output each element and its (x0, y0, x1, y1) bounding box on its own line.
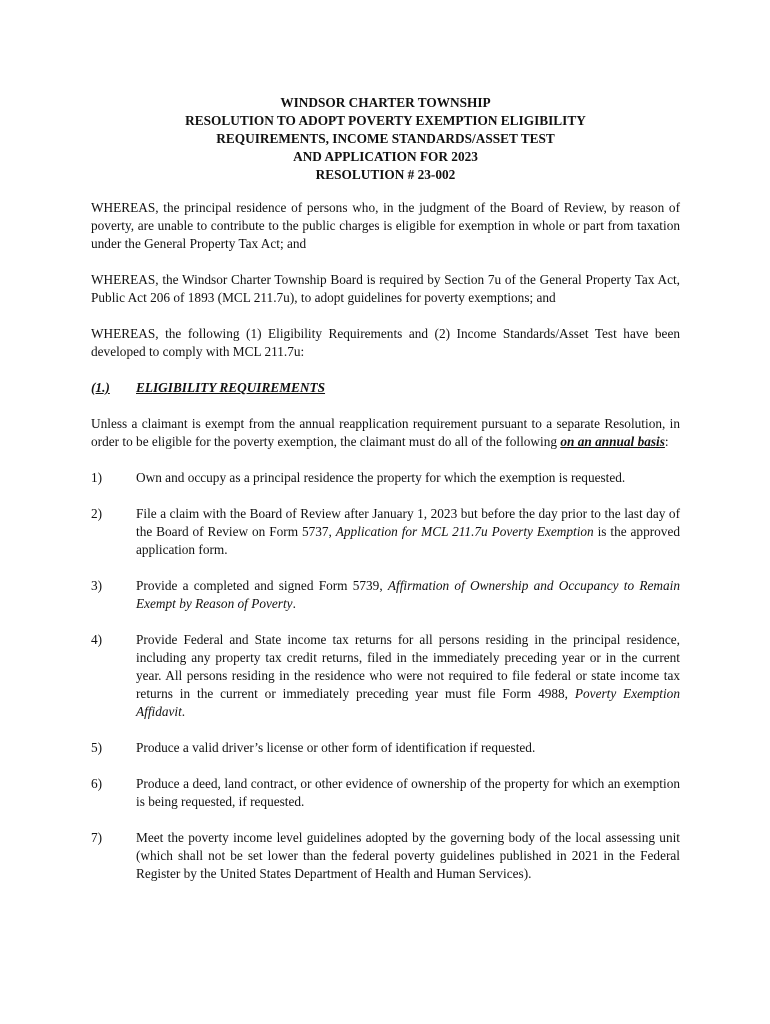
section-number: (1.) (91, 380, 110, 395)
section-heading-eligibility (91, 379, 680, 397)
requirement-number: 6) (91, 776, 103, 791)
resolution-title-line-2: REQUIREMENTS, INCOME STANDARDS/ASSET TEST (216, 131, 555, 146)
document-page (91, 94, 680, 901)
section-intro-suffix: : (664, 434, 669, 449)
requirement-text (136, 577, 680, 613)
whereas-paragraph-1: WHEREAS, the principal residence of persons who, in the judgment of the Board of Review, by reason of poverty, are unable to contribute to the public charges is eligible for exemption in whole or part from taxation under the General Property Tax Act; and (91, 200, 680, 251)
annual-basis-emphasis: on an annual basis (560, 434, 665, 449)
requirement-item (91, 631, 680, 721)
requirement-text-a: Provide a completed and signed Form 5739, (136, 578, 388, 593)
requirement-text (136, 631, 680, 721)
requirement-item (91, 469, 680, 487)
requirement-text: Own and occupy as a principal residence the property for which the exemption is requested. (136, 470, 626, 485)
requirement-text: Produce a valid driver’s license or other form of identification if requested. (136, 740, 536, 755)
resolution-title-line-1: RESOLUTION TO ADOPT POVERTY EXEMPTION ELIGIBILITY (185, 113, 586, 128)
form-title-italic: Application for MCL 211.7u Poverty Exemption (335, 524, 594, 539)
form-title-italic: Poverty Exemption Affidavit (136, 686, 680, 719)
section-title: ELIGIBILITY REQUIREMENTS (136, 380, 326, 395)
form-title-italic: Affirmation of Ownership and Occupancy to Remain Exempt by Reason of Poverty (136, 578, 680, 611)
requirements-list (91, 469, 680, 883)
township-name: WINDSOR CHARTER TOWNSHIP (280, 95, 491, 110)
requirement-item (91, 829, 680, 883)
document-title-block (91, 94, 680, 184)
requirement-text-b: . (292, 596, 296, 611)
requirement-number: 3) (91, 578, 103, 593)
requirement-text-b: is the approved application form. (136, 524, 681, 557)
requirement-item (91, 775, 680, 811)
requirement-item (91, 505, 680, 559)
requirement-text (136, 505, 680, 559)
requirement-text: Meet the poverty income level guidelines adopted by the governing body of the local assessing unit (which shall not be set lower than the federal poverty guidelines published in 2021 in the Federal Register by the United States Department of Health and Human Services). (136, 830, 680, 881)
resolution-title-line-3: AND APPLICATION FOR 2023 (293, 149, 478, 164)
resolution-number: RESOLUTION # 23-002 (315, 167, 456, 182)
requirement-text: Produce a deed, land contract, or other evidence of ownership of the property for which an exemption is being requested, if requested. (136, 776, 680, 809)
requirement-text-b: . (181, 704, 186, 719)
requirement-item (91, 739, 680, 757)
requirement-number: 1) (91, 470, 103, 485)
whereas-paragraph-3: WHEREAS, the following (1) Eligibility Requirements and (2) Income Standards/Asset Test have been developed to comply with MCL 211.7u: (91, 326, 680, 359)
requirement-text-a: File a claim with the Board of Review after January 1, 2023 but before the day prior to the last day of the Board of Review on Form 5737, (136, 506, 680, 539)
requirement-number: 5) (91, 740, 103, 755)
requirement-number: 2) (91, 506, 103, 521)
whereas-paragraph-2: WHEREAS, the Windsor Charter Township Board is required by Section 7u of the General Property Tax Act, Public Act 206 of 1893 (MCL 211.7u), to adopt guidelines for poverty exemptions; and (91, 272, 680, 305)
requirement-item (91, 577, 680, 613)
section-intro-text: Unless a claimant is exempt from the annual reapplication requirement pursuant to a separate Resolution, in order to be eligible for the poverty exemption, the claimant must do all of the following (91, 416, 680, 449)
requirement-number: 7) (91, 830, 103, 845)
requirement-number: 4) (91, 632, 103, 647)
requirement-text-a: Provide Federal and State income tax returns for all persons residing in the principal residence, including any property tax credit returns, filed in the immediately preceding year or in the current year. All persons residing in the residence who were not required to file federal or state income tax returns in the current or immediately preceding year must file Form 4988, (136, 632, 680, 701)
section-intro-paragraph (91, 415, 680, 451)
